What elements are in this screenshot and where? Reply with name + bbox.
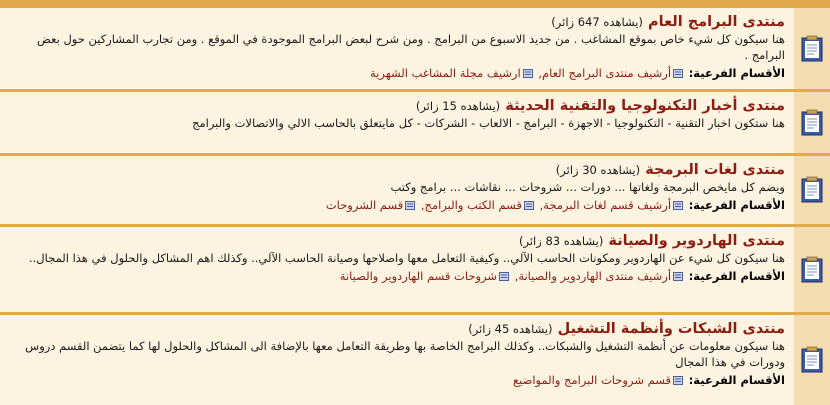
subforum-link[interactable]: أرشيف منتدى البرامج العام bbox=[542, 66, 672, 80]
forum-row bbox=[0, 156, 830, 224]
forum-description: هنا سيكون معلومات عن أنظمة التشغيل والشبكات.. وكذلك البرامج الخاصة بها وطريقة التعامل معها بالإضافة الى المشاكل والحلول لها كما يتضمن القسم دروس ودورات في هذا المجال bbox=[25, 339, 785, 369]
subforum-icon bbox=[673, 69, 683, 78]
subforum-link[interactable]: شروحات قسم الهاردوير والصيانة bbox=[339, 269, 497, 283]
forum-icon-cell bbox=[794, 156, 830, 224]
subforum-link[interactable]: قسم الكتب والبرامج bbox=[424, 198, 522, 212]
forum-main-cell bbox=[0, 8, 794, 89]
subforum-icon bbox=[524, 201, 534, 210]
forum-icon-cell bbox=[794, 227, 830, 312]
forum-description: هنا ستكون اخبار التقنية - التكنولوجيا - الاجهزة - البرامج - الالعاب - الشركات - كل مايتعلق بالحاسب الالي والاتصالات والبرامج bbox=[192, 116, 785, 130]
subforums-label: الأقسام الفرعية: bbox=[688, 373, 785, 387]
forum-row bbox=[0, 8, 830, 89]
forum-title-link[interactable]: منتدى الشبكات وأنظمة التشغيل bbox=[557, 321, 785, 337]
forum-row bbox=[0, 92, 830, 153]
forum-main-cell bbox=[0, 227, 794, 312]
forum-main-cell bbox=[0, 156, 794, 224]
forum-title-link[interactable]: منتدى البرامج العام bbox=[648, 14, 785, 30]
forum-icon-cell bbox=[794, 8, 830, 89]
subforums-line: الأقسام الفرعية: أرشيف منتدى الهاردوير والصيانة, شروحات قسم الهاردوير والصيانة bbox=[339, 269, 785, 283]
forum-viewers-count: (يشاهده 15 زائر) bbox=[415, 99, 501, 113]
subforum-link[interactable]: قسم الشروحات bbox=[325, 198, 404, 212]
subforums-line bbox=[6, 372, 785, 388]
subforum-link[interactable]: ارشيف مجلة المشاغب الشهرية bbox=[370, 66, 521, 80]
forum-notepad-icon bbox=[800, 176, 824, 204]
forum-notepad-icon bbox=[800, 346, 824, 374]
subforum-icon bbox=[673, 201, 683, 210]
forum-viewers-count: (يشاهده 83 زائر) bbox=[519, 234, 604, 248]
subforum-link[interactable]: أرشيف قسم لغات البرمجة bbox=[543, 198, 672, 212]
forum-viewers-count: (يشاهده 45 زائر) bbox=[468, 322, 553, 336]
forum-description: هنا سيكون كل شيء عن الهاردوير ومكونات الحاسب الآلي.. وكيفية التعامل معها واصلاحها وصيانة الحاسب الآلي.. وكذلك اهم المشاكل والحلول في هذا المجال.. bbox=[28, 251, 785, 265]
subforum-icon bbox=[405, 201, 415, 210]
forum-title-link[interactable]: منتدى أخبار التكنولوجيا والتقنية الحديثة bbox=[505, 98, 785, 114]
forum-row bbox=[0, 315, 830, 405]
forum-notepad-icon bbox=[800, 35, 824, 63]
forum-title-link[interactable]: منتدى لغات البرمجة bbox=[645, 162, 785, 178]
forum-icon-cell bbox=[794, 92, 830, 153]
subforums-label: الأقسام الفرعية: bbox=[688, 66, 785, 80]
subforums-label: الأقسام الفرعية: bbox=[688, 198, 785, 212]
forum-viewers-count: (يشاهده 647 زائر) bbox=[551, 15, 643, 29]
subforums-line: الأقسام الفرعية: أرشيف منتدى البرامج العام, ارشيف مجلة المشاغب الشهرية bbox=[370, 66, 785, 80]
forum-notepad-icon bbox=[800, 256, 824, 284]
forum-description: هنا سيكون كل شيء خاص بموقع المشاغب . من جديد الاسبوع من البرامج . ومن شرح لبعض البرامج الموجودة في الموقع . ومن تجارب المشاركين حول بعض البرامج . bbox=[36, 32, 785, 62]
subforum-icon bbox=[523, 69, 533, 78]
subforum-icon bbox=[673, 272, 683, 281]
forum-main-cell bbox=[0, 315, 794, 405]
forum-viewers-count: (يشاهده 30 زائر) bbox=[555, 163, 641, 177]
subforum-link[interactable]: أرشيف منتدى الهاردوير والصيانة bbox=[518, 269, 672, 283]
subforum-icon bbox=[673, 376, 683, 385]
forum-title-link[interactable]: منتدى الهاردوير والصيانة bbox=[608, 233, 785, 249]
subforum-link[interactable]: قسم شروحات البرامج والمواضيع bbox=[512, 373, 672, 387]
forum-row bbox=[0, 227, 830, 312]
subforums-line: الأقسام الفرعية: أرشيف قسم لغات البرمجة, قسم الكتب والبرامج, قسم الشروحات bbox=[325, 198, 785, 212]
forum-icon-cell bbox=[794, 315, 830, 405]
forum-description: ويضم كل مايخص البرمجة ولغاتها ... دورات ... شروحات ... نقاشات ... برامج وكتب bbox=[390, 180, 785, 194]
subforum-icon bbox=[499, 272, 509, 281]
subforums-label: الأقسام الفرعية: bbox=[688, 269, 785, 283]
forum-notepad-icon bbox=[800, 109, 824, 137]
forum-main-cell bbox=[0, 92, 794, 153]
